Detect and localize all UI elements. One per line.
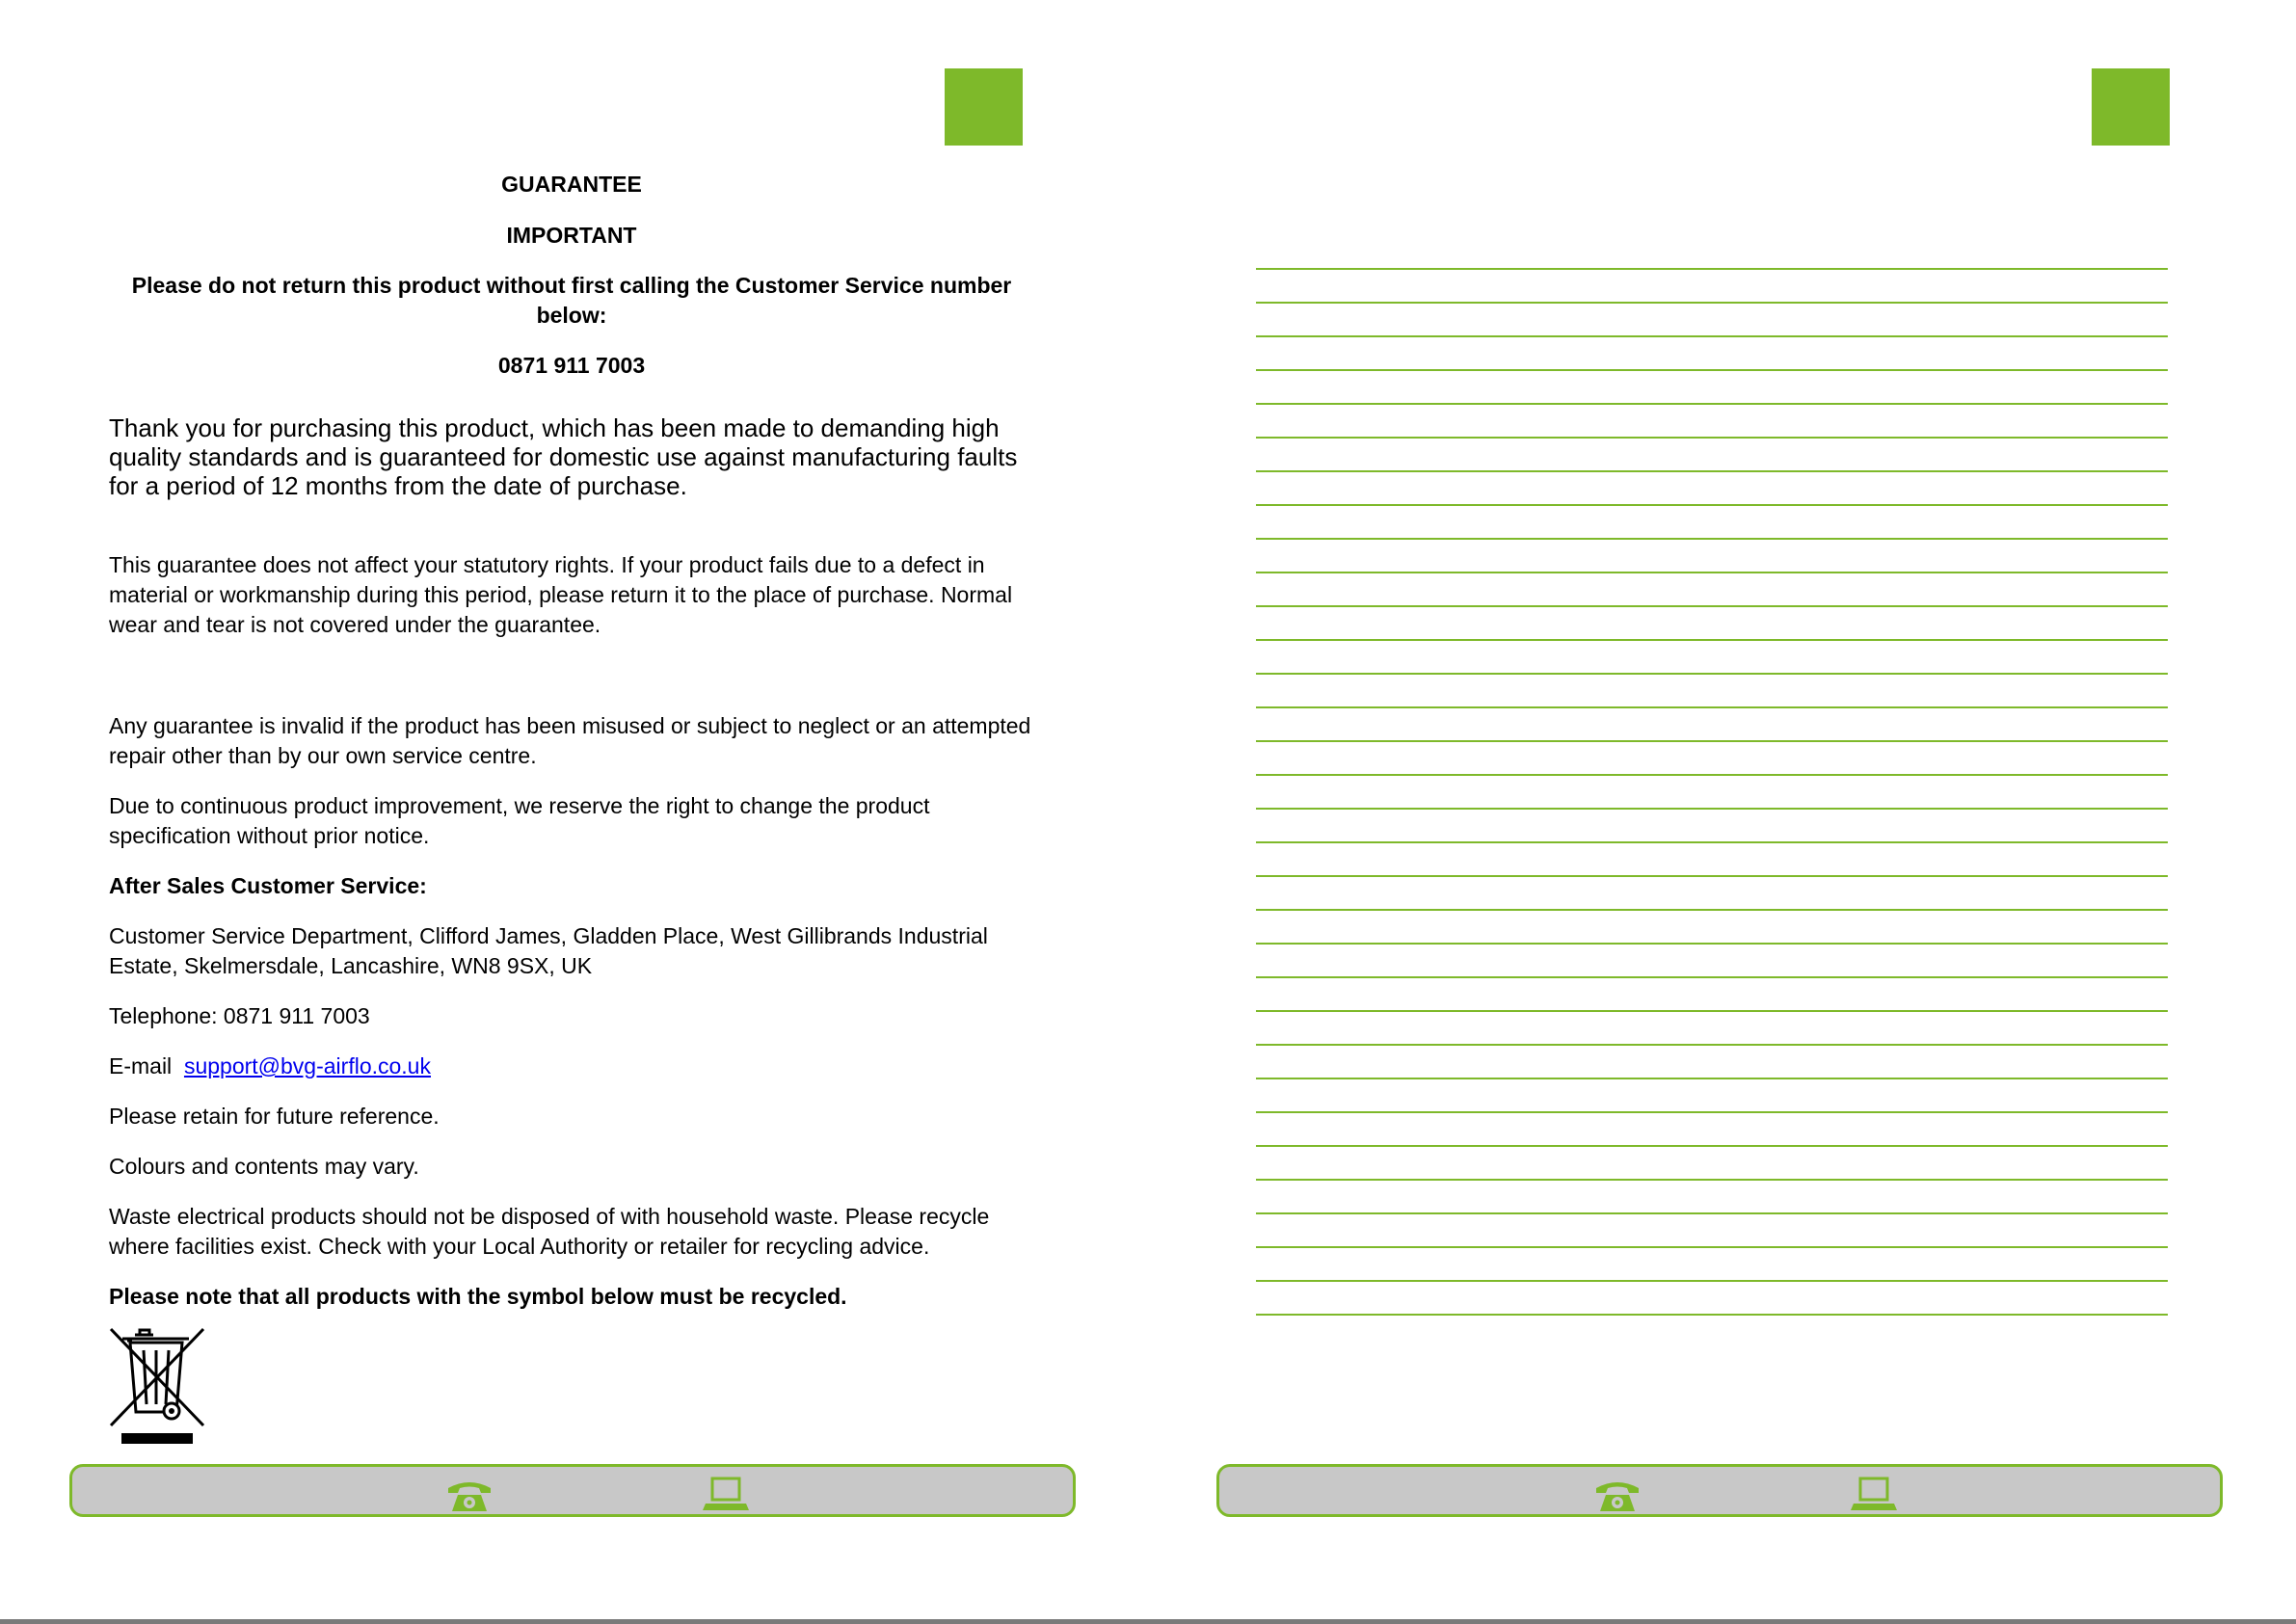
note-line <box>1256 1111 2168 1113</box>
note-line <box>1256 1212 2168 1214</box>
note-line <box>1256 943 2168 945</box>
bottom-edge-strip <box>0 1619 2296 1624</box>
laptop-icon <box>701 1475 751 1513</box>
footer-bar <box>1216 1464 2223 1517</box>
note-line <box>1256 538 2168 540</box>
note-line <box>1256 673 2168 675</box>
guarantee-content <box>109 170 1034 1312</box>
note-line <box>1256 1145 2168 1147</box>
note-line <box>1256 841 2168 843</box>
note-line <box>1256 1314 2168 1316</box>
note-line <box>1256 437 2168 439</box>
corner-accent-square <box>945 68 1023 146</box>
note-line <box>1256 774 2168 776</box>
waste-paragraph: Waste electrical products should not be disposed of with household waste. Please recycle where facilities exist. Check with your Local Authority or retailer for recycling advice. <box>109 1204 990 1259</box>
guarantee-title: GUARANTEE <box>501 172 642 197</box>
note-line <box>1256 808 2168 810</box>
customer-service-number: 0871 911 7003 <box>497 353 646 378</box>
note-line <box>1256 572 2168 573</box>
invalid-guarantee-paragraph: Any guarantee is invalid if the product has been misused or subject to neglect or an attempted repair other than by our own service centre. <box>109 713 1031 768</box>
note-line <box>1256 302 2168 304</box>
email-link[interactable]: support@bvg-airflo.co.uk <box>183 1053 431 1078</box>
telephone-line: Telephone: 0871 911 7003 <box>109 1003 370 1028</box>
note-line <box>1256 403 2168 405</box>
note-line <box>1256 740 2168 742</box>
return-notice: Please do not return this product without first calling the Customer Service number below: <box>131 273 1012 328</box>
note-line <box>1256 875 2168 877</box>
note-line <box>1256 268 2168 270</box>
colours-notice: Colours and contents may vary. <box>109 1154 419 1179</box>
recycle-note: Please note that all products with the symbol below must be recycled. <box>109 1284 847 1309</box>
note-line <box>1256 706 2168 708</box>
corner-accent-square <box>2092 68 2170 146</box>
note-line <box>1256 909 2168 911</box>
note-line <box>1256 1280 2168 1282</box>
note-line <box>1256 605 2168 607</box>
weee-crossed-bin-icon <box>109 1327 205 1445</box>
after-sales-heading: After Sales Customer Service: <box>109 873 427 898</box>
retain-notice: Please retain for future reference. <box>109 1104 440 1129</box>
note-line <box>1256 1010 2168 1012</box>
footer-bar <box>69 1464 1076 1517</box>
laptop-icon <box>1849 1475 1899 1513</box>
note-line <box>1256 470 2168 472</box>
important-heading: IMPORTANT <box>506 223 637 248</box>
note-line <box>1256 1044 2168 1046</box>
note-line <box>1256 1078 2168 1079</box>
service-address: Customer Service Department, Clifford James, Gladden Place, West Gillibrands Industrial Estate, Skelmersdale, Lancashire, WN8 9SX, UK <box>109 923 988 978</box>
telephone-icon <box>1592 1475 1642 1513</box>
notes-lines <box>1256 268 2168 1347</box>
note-line <box>1256 335 2168 337</box>
product-improvement-paragraph: Due to continuous product improvement, we reserve the right to change the product specification without prior notice. <box>109 793 930 848</box>
statutory-rights-paragraph: This guarantee does not affect your statutory rights. If your product fails due to a defect in material or workmanship during this period, please return it to the place of purchase. Normal wear and tear is not covered under the guarantee. <box>109 552 1013 637</box>
note-line <box>1256 1179 2168 1181</box>
note-line <box>1256 639 2168 641</box>
intro-paragraph: Thank you for purchasing this product, which has been made to demanding high quality standards and is guaranteed for domestic use against manufacturing faults for a period of 12 months from the date of purchase. <box>109 413 1018 500</box>
email-line <box>109 1052 1034 1081</box>
right-page <box>1148 0 2296 1624</box>
note-line <box>1256 1246 2168 1248</box>
email-label: E-mail <box>109 1053 173 1078</box>
telephone-icon <box>444 1475 494 1513</box>
note-line <box>1256 504 2168 506</box>
note-line <box>1256 369 2168 371</box>
note-line <box>1256 976 2168 978</box>
